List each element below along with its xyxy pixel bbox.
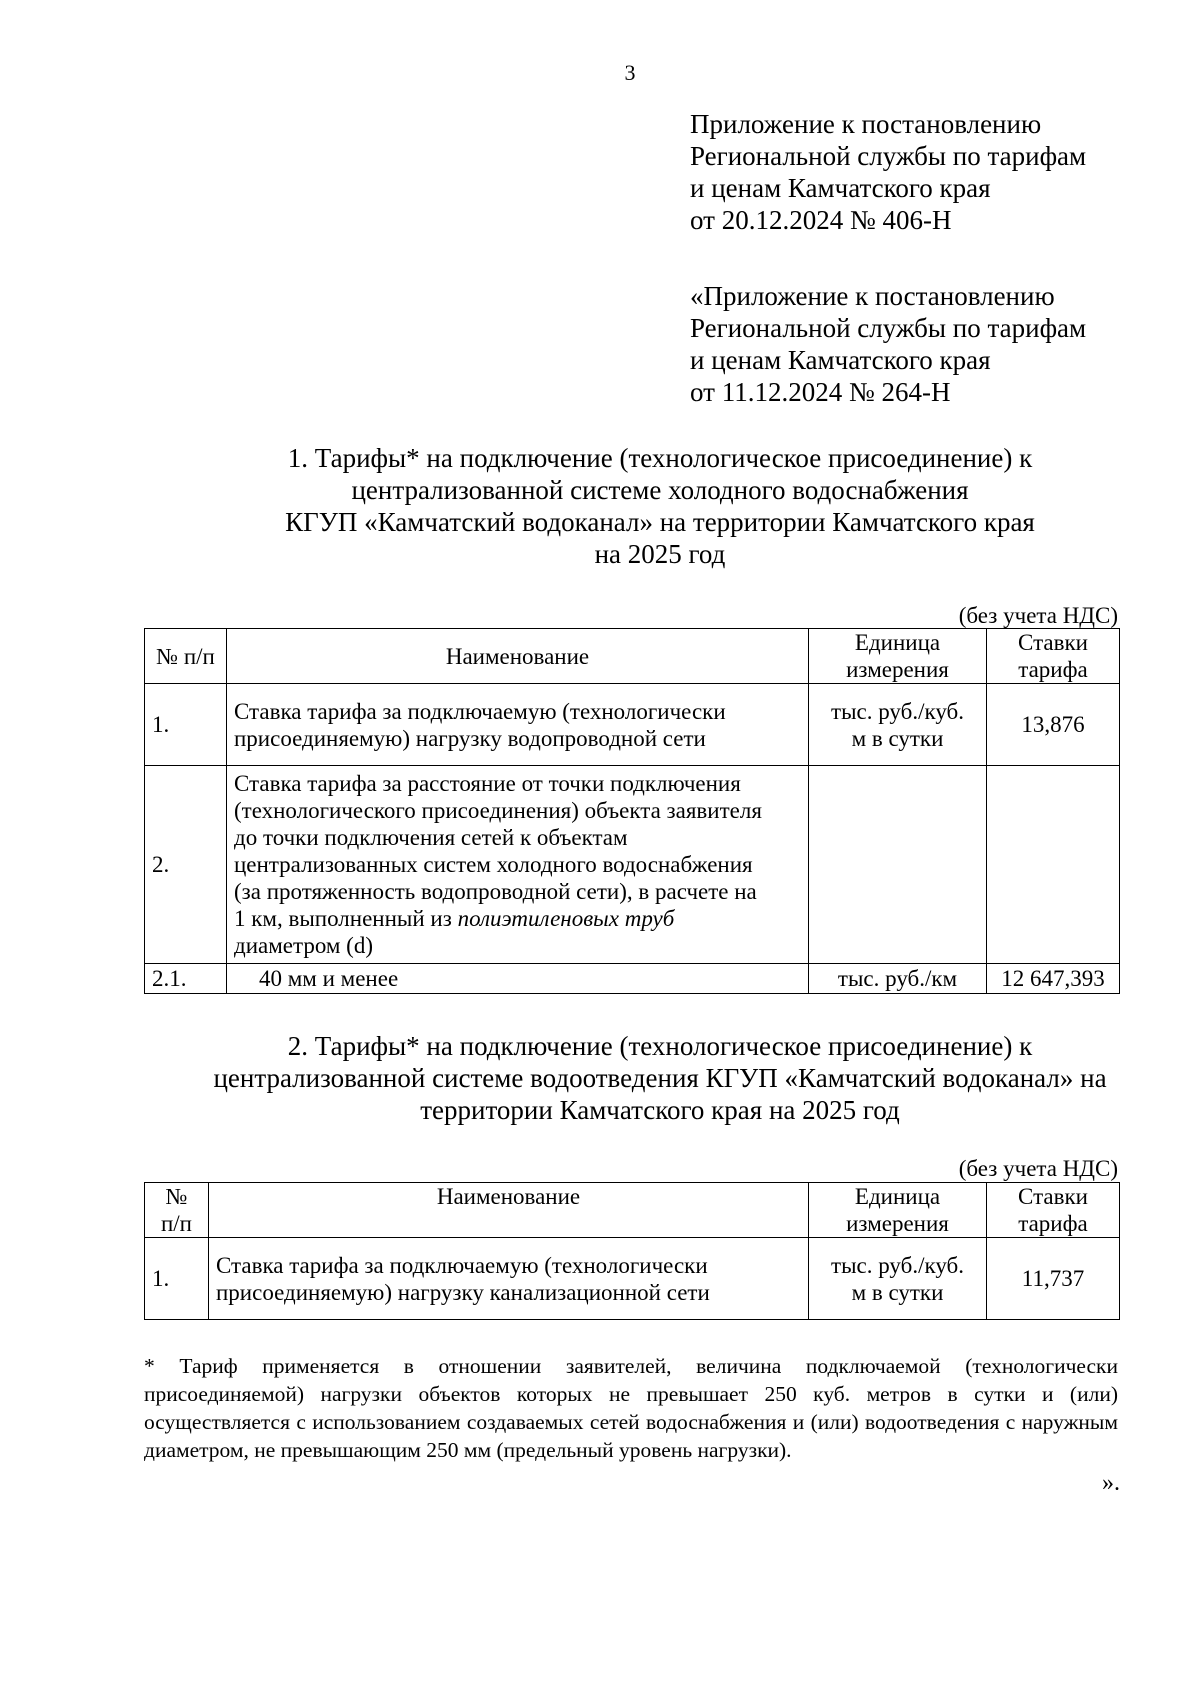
section1-title-line: КГУП «Камчатский водоканал» на территории Камчатского края xyxy=(285,507,1035,537)
appendix-previous xyxy=(690,280,1086,408)
table-row xyxy=(145,1238,1120,1320)
section2-title-line: территории Камчатского края на 2025 год xyxy=(420,1095,900,1125)
table-row xyxy=(145,964,1120,994)
row-num: 1. xyxy=(145,684,227,766)
row-unit: тыс. руб./км xyxy=(809,964,987,994)
section2-title xyxy=(150,1030,1170,1126)
row-num: 2. xyxy=(145,766,227,964)
row-name: 40 мм и менее xyxy=(227,964,809,994)
section2-vat-note: (без учета НДС) xyxy=(958,1156,1118,1181)
row-name-line: присоединяемую) нагрузку водопроводной сети xyxy=(234,725,706,751)
row-name-line: Ставка тарифа за подключаемую (технологически xyxy=(234,698,726,724)
header-unit xyxy=(809,629,987,684)
row-name-line: Ставка тарифа за подключаемую (технологически xyxy=(216,1252,708,1278)
appendix-current-line: и ценам Камчатского края xyxy=(690,173,991,203)
header-unit xyxy=(809,1183,987,1238)
row-name-line: (за протяженность водопроводной сети), в расчете на xyxy=(234,879,757,904)
header-unit-line: измерения xyxy=(846,657,949,682)
row-name-line: Ставка тарифа за расстояние от точки подключения xyxy=(234,771,741,796)
appendix-current xyxy=(690,108,1086,236)
header-num xyxy=(145,1183,209,1238)
row-num: 2.1. xyxy=(145,964,227,994)
table-row xyxy=(145,766,1120,964)
header-rate-line: тарифа xyxy=(1018,1211,1088,1236)
row-name-line: (технологического присоединения) объекта заявителя xyxy=(234,798,762,823)
row-rate xyxy=(987,766,1120,964)
section1-title xyxy=(150,442,1170,570)
footnote: * Тариф применяется в отношении заявителей, величина подключаемой (технологически присоединяемой) нагрузки объектов которых не превышает 250 куб. метров в сутки и (или) осуществляется с использованием создаваемых сетей водоснабжения и (или) водоотведения с наружным диаметром, не превышающим 250 мм (предельный уровень нагрузки). xyxy=(144,1354,1118,1462)
row-name-line xyxy=(234,905,801,932)
row-name-line: диаметром (d) xyxy=(234,933,373,958)
header-num: № п/п xyxy=(145,629,227,684)
appendix-previous-line: и ценам Камчатского края xyxy=(690,345,991,375)
row-unit xyxy=(809,684,987,766)
section1-tariff-table xyxy=(144,628,1120,994)
row-num: 1. xyxy=(145,1238,209,1320)
row-name-text: 1 км, выполненный из xyxy=(234,906,458,931)
row-rate: 13,876 xyxy=(987,684,1120,766)
row-name-italic: полиэтиленовых труб xyxy=(457,906,675,931)
closing-quote-mark: ». xyxy=(1102,1470,1120,1496)
section1-title-line: централизованной системе холодного водоснабжения xyxy=(351,475,969,505)
appendix-previous-line: «Приложение к постановлению xyxy=(690,281,1055,311)
header-num-line: № xyxy=(165,1184,188,1209)
row-rate: 12 647,393 xyxy=(987,964,1120,994)
table-header-row xyxy=(145,629,1120,684)
header-rate-line: тарифа xyxy=(1018,657,1088,682)
table-header-row xyxy=(145,1183,1120,1238)
row-name-line: централизованных систем холодного водоснабжения xyxy=(234,852,753,877)
row-unit-line: м в сутки xyxy=(851,725,944,751)
appendix-previous-line: Региональной службы по тарифам xyxy=(690,313,1087,343)
header-rate-line: Ставки xyxy=(1018,1184,1088,1209)
row-name-line: до точки подключения сетей к объектам xyxy=(234,825,628,850)
row-rate: 11,737 xyxy=(987,1238,1120,1320)
header-unit-line: Единица xyxy=(854,630,941,655)
appendix-current-line: Приложение к постановлению xyxy=(690,109,1042,139)
section2-tariff-table xyxy=(144,1182,1120,1320)
section2-title-line: 2. Тарифы* на подключение (технологическое присоединение) к xyxy=(287,1031,1033,1061)
row-name-line: присоединяемую) нагрузку канализационной сети xyxy=(216,1279,710,1305)
header-unit-line: Единица xyxy=(854,1184,941,1209)
row-unit-line: тыс. руб./куб. xyxy=(831,1252,964,1278)
appendix-current-line: от 20.12.2024 № 406-Н xyxy=(690,205,952,235)
header-rate xyxy=(987,629,1120,684)
section1-title-line: 1. Тарифы* на подключение (технологическое присоединение) к xyxy=(287,443,1033,473)
appendix-current-line: Региональной службы по тарифам xyxy=(690,141,1087,171)
section1-vat-note: (без учета НДС) xyxy=(958,603,1118,628)
header-name: Наименование xyxy=(227,629,809,684)
row-unit-line: м в сутки xyxy=(851,1279,944,1305)
row-name xyxy=(227,684,809,766)
header-rate xyxy=(987,1183,1120,1238)
header-num-line: п/п xyxy=(160,1211,192,1236)
header-rate-line: Ставки xyxy=(1018,630,1088,655)
header-name: Наименование xyxy=(209,1183,809,1238)
appendix-previous-line: от 11.12.2024 № 264-Н xyxy=(690,377,951,407)
page-number: 3 xyxy=(624,60,636,85)
header-unit-line: измерения xyxy=(846,1211,949,1236)
table-row xyxy=(145,684,1120,766)
section2-title-line: централизованной системе водоотведения КГУП «Камчатский водоканал» на xyxy=(213,1063,1107,1093)
row-name xyxy=(209,1238,809,1320)
row-name xyxy=(227,766,809,964)
row-unit-line: тыс. руб./куб. xyxy=(831,698,964,724)
row-unit xyxy=(809,1238,987,1320)
section1-title-line: на 2025 год xyxy=(594,539,726,569)
row-unit xyxy=(809,766,987,964)
